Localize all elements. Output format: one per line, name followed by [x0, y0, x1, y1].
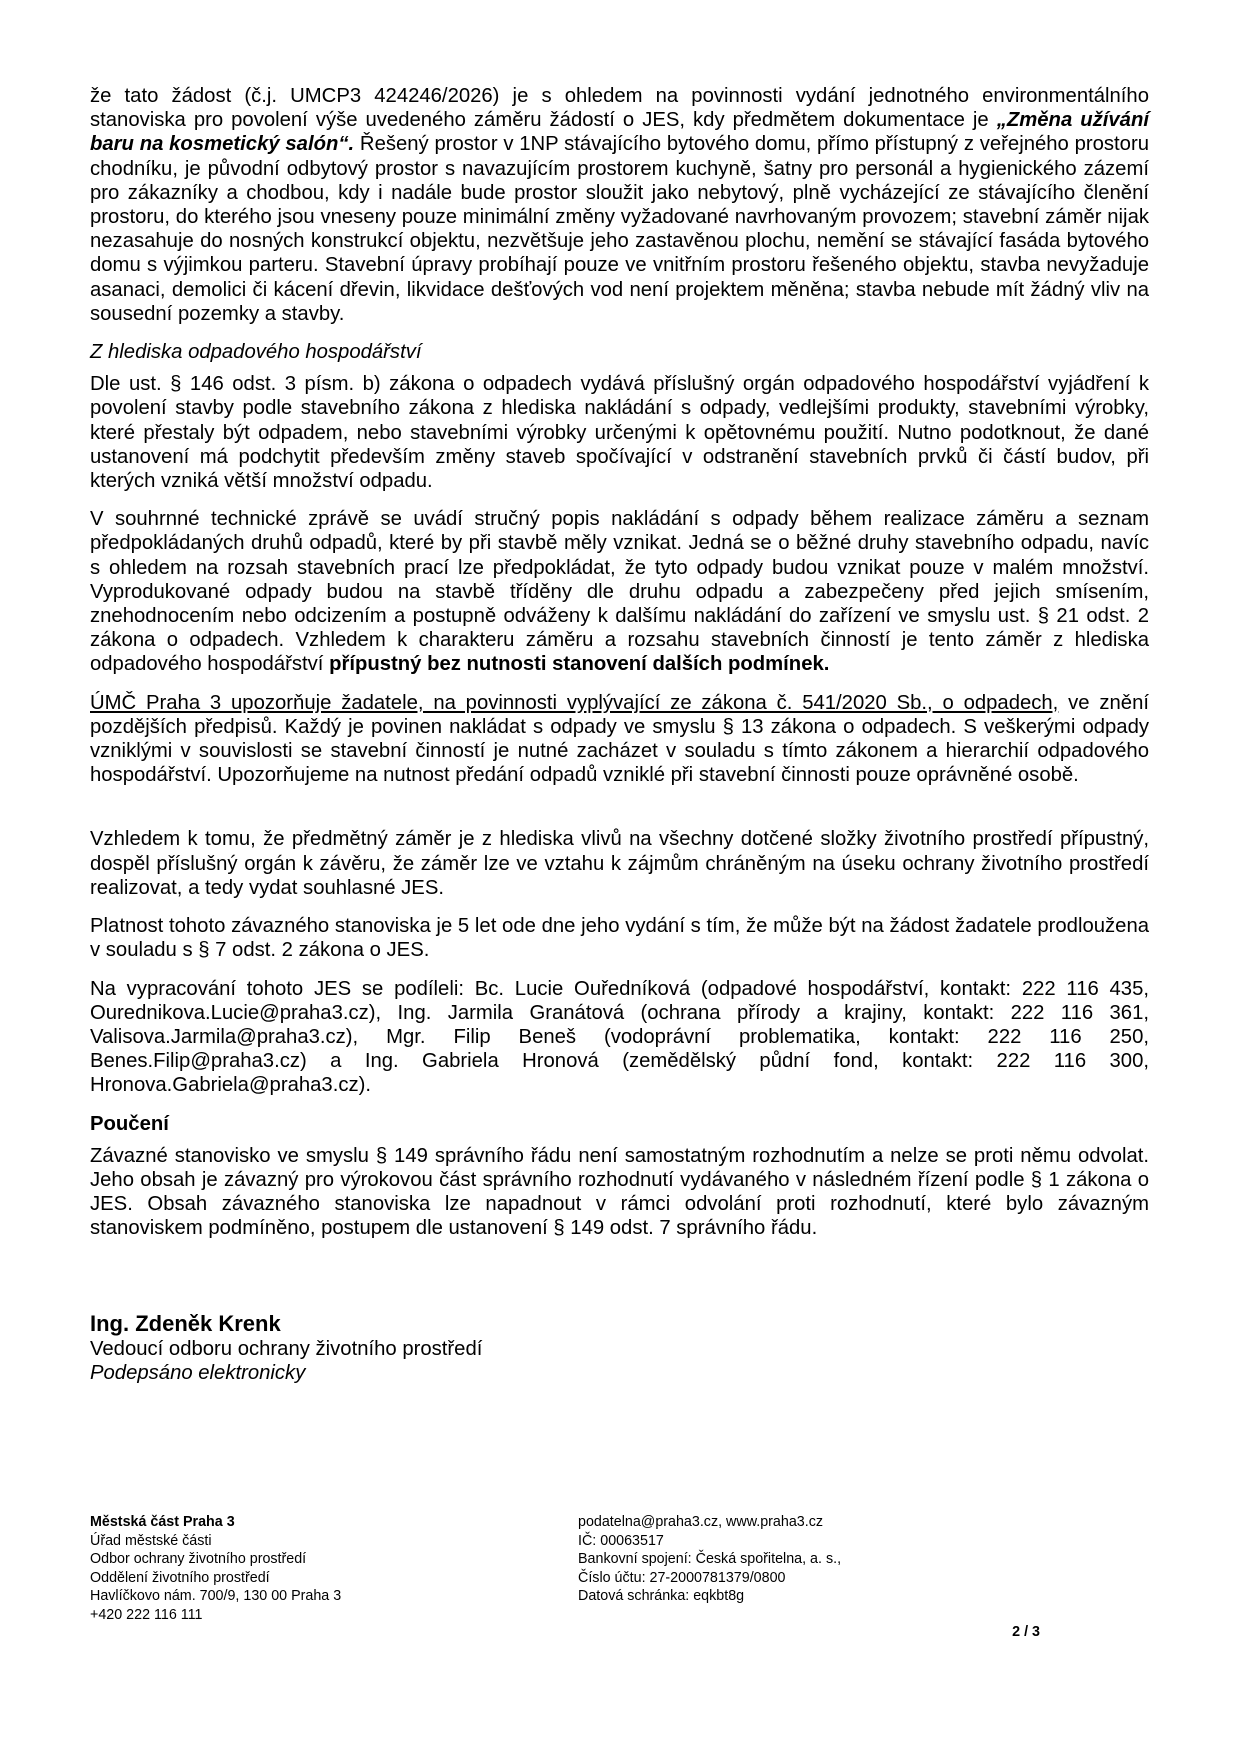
- paragraph-text: Řešený prostor v 1NP stávajícího bytového domu, přímo přístupný z veřejného prostoru chodníku, je původní odbytový prostor s navazujícím prostorem kuchyně, šatny pro personál a hygienického zázemí pro zákazníky a chodbou, kdy i nadále bude prostor sloužit jako nebytový, plně vycházející ze stávajícího členění prostoru, do kterého jsou vneseny pouze minimální změny vyžadované navrhovaným provozem; stavební záměr nijak nezasahuje do nosných konstrukcí objektu, nezvětšuje jeho zastavěnou plochu, nemění se stávající fasáda bytového domu s výjimkou parteru. Stavební úpravy probíhají pouze ve vnitřním prostoru řešeného objektu, stavba nevyžaduje asanaci, demolici či kácení dřevin, likvidace dešťových vod není projektem měněna; stavba nebude mít žádný vliv na sousední pozemky a stavby.: [90, 133, 1149, 325]
- conclusion-paragraph: Vzhledem k tomu, že předmětný záměr je z hlediska vlivů na všechny dotčené složky životního prostředí přípustný, dospěl příslušný orgán k závěru, že záměr lze ve vztahu k zájmům chráněným na úseku ochrany životního prostředí realizovat, a tedy vydat souhlasné JES.: [90, 828, 1149, 899]
- underlined-notice: ÚMČ Praha 3 upozorňuje žadatele, na povinnosti vyplývající ze zákona č. 541/2020 Sb., o odpadech,: [90, 691, 1059, 714]
- section-heading-waste: Z hlediska odpadového hospodářství: [90, 341, 422, 364]
- footer-address: [90, 1513, 530, 1624]
- footer-account: Číslo účtu: 27-2000781379/0800: [578, 1569, 786, 1586]
- electronic-signature-note: Podepsáno elektronicky: [90, 1361, 306, 1384]
- footer-ico: IČ: 00063517: [578, 1532, 664, 1549]
- waste-obligation-paragraph: [90, 691, 1149, 788]
- footer-contacts: [578, 1513, 958, 1606]
- waste-conclusion: přípustný bez nutnosti stanovení dalších podmínek.: [329, 653, 830, 676]
- footer-street: Havlíčkovo nám. 700/9, 130 00 Praha 3: [90, 1588, 342, 1604]
- signature-block: [90, 1311, 1149, 1385]
- signatory-name: Ing. Zdeněk Krenk: [90, 1310, 281, 1336]
- validity-paragraph: Platnost tohoto závazného stanoviska je 5 let ode dne jeho vydání s tím, že může být na žádost žadatele prodloužena v souladu s § 7 odst. 2 zákona o JES.: [90, 915, 1149, 962]
- waste-assessment-paragraph: [90, 507, 1149, 676]
- project-description-paragraph: [90, 84, 1149, 326]
- notice-paragraph: Závazné stanovisko ve smyslu § 149 správního řádu není samostatným rozhodnutím a nelze se proti němu odvolat. Jeho obsah je závazný pro výrokovou část správního rozhodnutí vydávaného v následném řízení podle § 1 zákona o JES. Obsah závazného stanoviska lze napadnout v rámci odvolání proti rozhodnutí, které bylo závazným stanoviskem podmíněno, postupem dle ustanovení § 149 odst. 7 správního řádu.: [90, 1144, 1149, 1240]
- document-body: [90, 84, 1149, 1385]
- page-number: 2 / 3: [1012, 1624, 1040, 1640]
- waste-law-paragraph: Dle ust. § 146 odst. 3 písm. b) zákona o odpadech vydává příslušný orgán odpadového hospodářství vyjádření k povolení stavby podle stavebního zákona z hlediska nakládání s odpady, vedlejšími produkty, stavebními výrobky, které přestaly být odpadem, nebo stavebními výrobky určenými k opětovnému použití. Nutno podotknout, že dané ustanovení má podchytit především změny staveb spočívající v odstranění stavebních prvků či částí budov, při kterých vzniká větší množství odpadu.: [90, 373, 1149, 493]
- footer-section: Oddělení životního prostředí: [90, 1569, 270, 1586]
- signatory-title: Vedoucí odboru ochrany životního prostředí: [90, 1337, 483, 1360]
- footer-org-name: Městská část Praha 3: [90, 1514, 235, 1530]
- paragraph-text: že tato žádost (č.j. UMCP3 424246/2026) je s ohledem na povinnosti vydání jednotného environmentálního stanoviska pro povolení výše uvedeného záměru žádostí o JES, kdy předmětem dokumentace je: [90, 85, 1149, 132]
- project-name: „Změna užívání baru na kosmetický salón“.: [90, 109, 1149, 156]
- footer-office: Úřad městské části: [90, 1532, 212, 1549]
- contributors-paragraph: Na vypracování tohoto JES se podíleli: Bc. Lucie Ouředníková (odpadové hospodářství, kontakt: 222 116 435, Ourednikova.Lucie@praha3.cz), Ing. Jarmila Granátová (ochrana přírody a krajiny, kontakt: 222 116 361, Valisova.Jarmila@praha3.cz), Mgr. Filip Beneš (vodoprávní problematika, kontakt: 222 116 250, Benes.Filip@praha3.cz) a Ing. Gabriela Hronová (zemědělský půdní fond, kontakt: 222 116 300, Hronova.Gabriela@praha3.cz).: [90, 977, 1149, 1097]
- footer-department: Odbor ochrany životního prostředí: [90, 1551, 307, 1567]
- section-heading-notice: Poučení: [90, 1112, 169, 1135]
- paragraph-text: V souhrnné technické zprávě se uvádí stručný popis nakládání s odpady během realizace záměru a seznam předpokládaných druhů odpadů, které by při stavbě měly vznikat. Jedná se o běžné druhy stavebního odpadu, navíc s ohledem na rozsah stavebních prací lze předpokládat, že tyto odpady budou vznikat pouze v malém množství. Vyprodukované odpady budou na stavbě tříděny dle druhu odpadu a zabezpečeny před jejich smísením, znehodnocením nebo odcizením a postupně odváženy k dalšímu nakládání do zařízení ve smyslu ust. § 21 odst. 2 zákona o odpadech. Vzhledem k charakteru záměru a rozsahu stavebních činností je tento záměr z hlediska odpadového hospodářství: [90, 508, 1149, 676]
- footer-bank: Bankovní spojení: Česká spořitelna, a. s.,: [578, 1551, 842, 1567]
- paragraph-text: ve znění pozdějších předpisů. Každý je povinen nakládat s odpady ve smyslu § 13 zákona o odpadech. S veškerými odpady vzniklými v souvislosti se stavební činností je nutné zacházet v souladu s tímto zákonem a hierarchií odpadového hospodářství. Upozorňujeme na nutnost předání odpadů vzniklé při stavební činnosti pouze oprávněné osobě.: [90, 691, 1149, 787]
- footer-phone: +420 222 116 111: [90, 1606, 203, 1623]
- footer-data-box: Datová schránka: eqkbt8g: [578, 1588, 745, 1604]
- footer-email-web: podatelna@praha3.cz, www.praha3.cz: [578, 1514, 823, 1530]
